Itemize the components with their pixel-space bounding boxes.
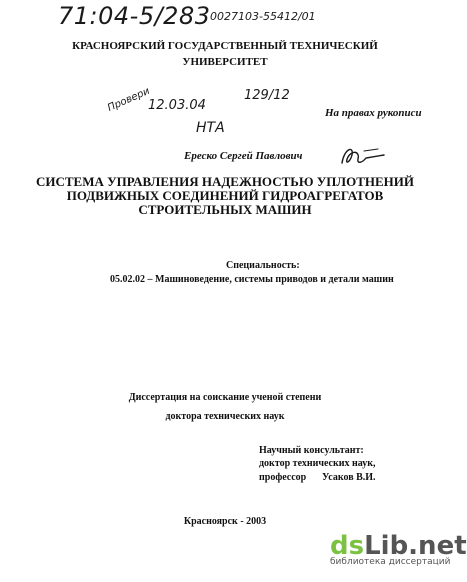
dslib-watermark[interactable]: [330, 531, 467, 567]
specialty-value: 05.02.02 – Машиноведение, системы приводов и детали машин: [110, 274, 394, 285]
author-name: Ереско Сергей Павлович: [184, 150, 303, 162]
handwritten-reference-code: 0027103-55412/01: [210, 10, 316, 23]
signature-icon: [338, 141, 388, 171]
handwritten-date: 12.03.04: [148, 98, 206, 113]
manuscript-rights-note: На правах рукописи: [325, 107, 422, 119]
dissertation-title-line3: СТРОИТЕЛЬНЫХ МАШИН: [138, 202, 312, 217]
consultant-label: Научный консультант:: [259, 445, 364, 456]
consultant-name: Усаков В.И.: [322, 472, 376, 483]
dissertation-degree-line2: доктора технических наук: [165, 411, 285, 422]
city-year: Красноярск - 2003: [183, 516, 267, 527]
handwritten-margin-note: Провери: [106, 85, 152, 115]
specialty-label: Специальность:: [226, 260, 300, 271]
dslib-logo-gray: Lib.net: [364, 531, 467, 561]
university-name-line2: УНИВЕРСИТЕТ: [182, 56, 268, 68]
dissertation-degree-line1: Диссертация на соискание ученой степени: [128, 392, 322, 403]
dslib-subtitle: библиотека диссертаций: [330, 557, 451, 567]
university-name-line1: КРАСНОЯРСКИЙ ГОСУДАРСТВЕННЫЙ ТЕХНИЧЕСКИЙ: [72, 40, 378, 52]
consultant-title: профессор: [259, 472, 307, 483]
dslib-logo-green: ds: [330, 531, 365, 561]
handwritten-archive-number: 71:04-5/283: [58, 2, 211, 30]
handwritten-number: 129/12: [244, 88, 290, 103]
handwritten-initials: НТА: [196, 120, 225, 136]
dslib-logo[interactable]: [330, 531, 467, 561]
dissertation-title-line1: СИСТЕМА УПРАВЛЕНИЯ НАДЕЖНОСТЬЮ УПЛОТНЕНИЙ: [36, 174, 414, 189]
consultant-degree: доктор технических наук,: [259, 458, 376, 469]
dissertation-title-line2: ПОДВИЖНЫХ СОЕДИНЕНИЙ ГИДРОАГРЕГАТОВ: [66, 188, 384, 203]
